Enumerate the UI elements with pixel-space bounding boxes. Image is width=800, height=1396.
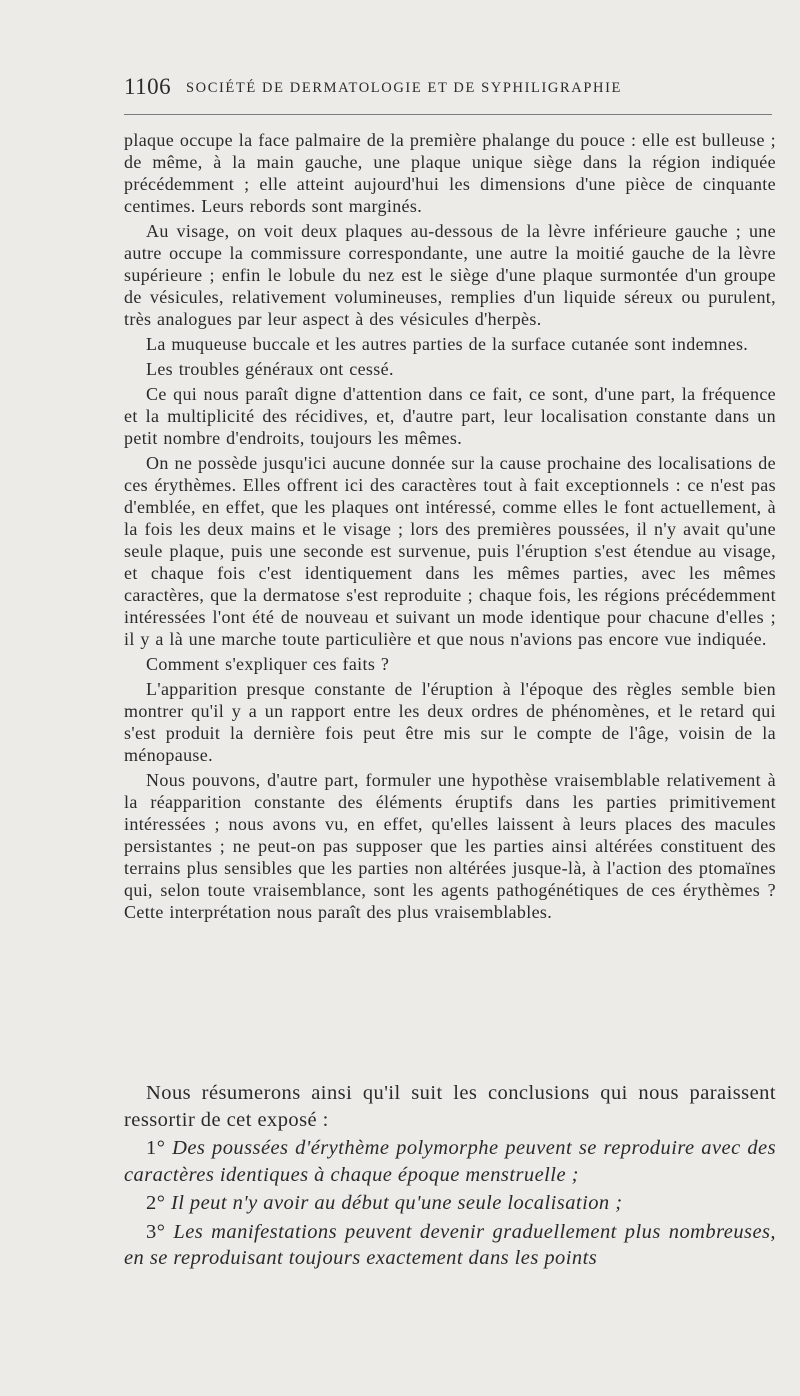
- paragraph: Ce qui nous paraît digne d'attention dans ce fait, ce sont, d'une part, la fréquence et la multiplicité des récidives, et, d'autre part, leur localisation constante dans un petit nombre d'endroits, toujours les mêmes.: [124, 384, 776, 448]
- paragraph: Nous pouvons, d'autre part, formuler une hypothèse vraisemblable relativement à la réapparition constante des éléments éruptifs dans les parties primitivement intéressées ; nous avons vu, en effet, qu'elles laissent à leurs places des macules persistantes ; ne peut-on pas supposer que les parties ainsi altérées constituent des terrains plus sensibles que les parties non altérées jusque-là, à l'action des ptomaïnes qui, selon toute vraisemblance, sont les agents pathogénétiques de ces érythèmes ? Cette interprétation nous paraît des plus vraisemblables.: [124, 770, 776, 922]
- conclusion-text: Les manifestations peuvent devenir graduellement plus nombreuses, en se reproduisant toujours exactement dans les points: [124, 1220, 777, 1269]
- running-head: SOCIÉTÉ DE DERMATOLOGIE ET DE SYPHILIGRAPHIE: [186, 80, 622, 96]
- paragraph: L'apparition presque constante de l'éruption à l'époque des règles semble bien montrer qu'il y a un rapport entre les deux ordres de phénomènes, et le retard qui s'est produit la dernière fois peut être mis sur le compte de l'âge, voisin de la ménopause.: [124, 679, 776, 765]
- body-text: [124, 129, 776, 926]
- conclusion-number: 3°: [146, 1220, 166, 1243]
- paragraph: plaque occupe la face palmaire de la première phalange du pouce : elle est bulleuse ; de même, à la main gauche, une plaque unique siège dans la région indiquée précédemment ; elle atteint aujourd'hui les dimensions d'une pièce de cinquante centimes. Leurs rebords sont marginés.: [124, 130, 776, 216]
- conclusion-item: [124, 1219, 776, 1272]
- paragraph: La muqueuse buccale et les autres parties de la surface cutanée sont indemnes.: [146, 334, 749, 354]
- page-number: 1106: [124, 74, 172, 99]
- conclusion-number: 2°: [146, 1192, 166, 1214]
- conclusion-item: [124, 1135, 776, 1188]
- conclusion-text: Il peut n'y avoir au début qu'une seule localisation ;: [170, 1192, 623, 1214]
- conclusions-intro: Nous résumerons ainsi qu'il suit les conclusions qui nous paraissent ressortir de cet exposé :: [124, 1082, 776, 1131]
- paragraph: Comment s'expliquer ces faits ?: [146, 654, 390, 674]
- header-rule: [124, 114, 772, 115]
- conclusion-text: Des poussées d'érythème polymorphe peuvent se reproduire avec des caractères identiques à chaque époque menstruelle ;: [124, 1137, 776, 1186]
- conclusion-number: 1°: [146, 1137, 166, 1159]
- paragraph: Au visage, on voit deux plaques au-dessous de la lèvre inférieure gauche ; une autre occupe la commissure correspondante, une autre la moitié gauche de la lèvre supérieure ; enfin le lobule du nez est le siège d'une plaque surmontée d'un groupe de vésicules, relativement volumineuses, remplies d'un liquide séreux ou purulent, très analogues par leur aspect à des vésicules d'herpès.: [124, 221, 776, 329]
- conclusion-item: [124, 1190, 776, 1217]
- page-header: [124, 74, 776, 104]
- conclusions-section: [124, 1080, 776, 1274]
- paragraph: On ne possède jusqu'ici aucune donnée sur la cause prochaine des localisations de ces érythèmes. Elles offrent ici des caractères tout à fait exceptionnels : ce n'est pas d'emblée, en effet, que les plaques ont intéressé, comme elles le font actuellement, à la fois les deux mains et le visage ; lors des premières poussées, il n'y avait qu'une seule plaque, puis une seconde est survenue, puis l'éruption s'est étendue au visage, et chaque fois c'est identiquement dans les mêmes parties, avec les mêmes caractères, que la dermatose s'est reproduite ; chaque fois, les régions précédemment intéressées l'ont été de nouveau et suivant un mode identique pour chacune d'elles ; il y a là une marche toute particulière et que nous n'avions pas encore vue indiquée.: [124, 453, 776, 649]
- paragraph: Les troubles généraux ont cessé.: [146, 359, 394, 379]
